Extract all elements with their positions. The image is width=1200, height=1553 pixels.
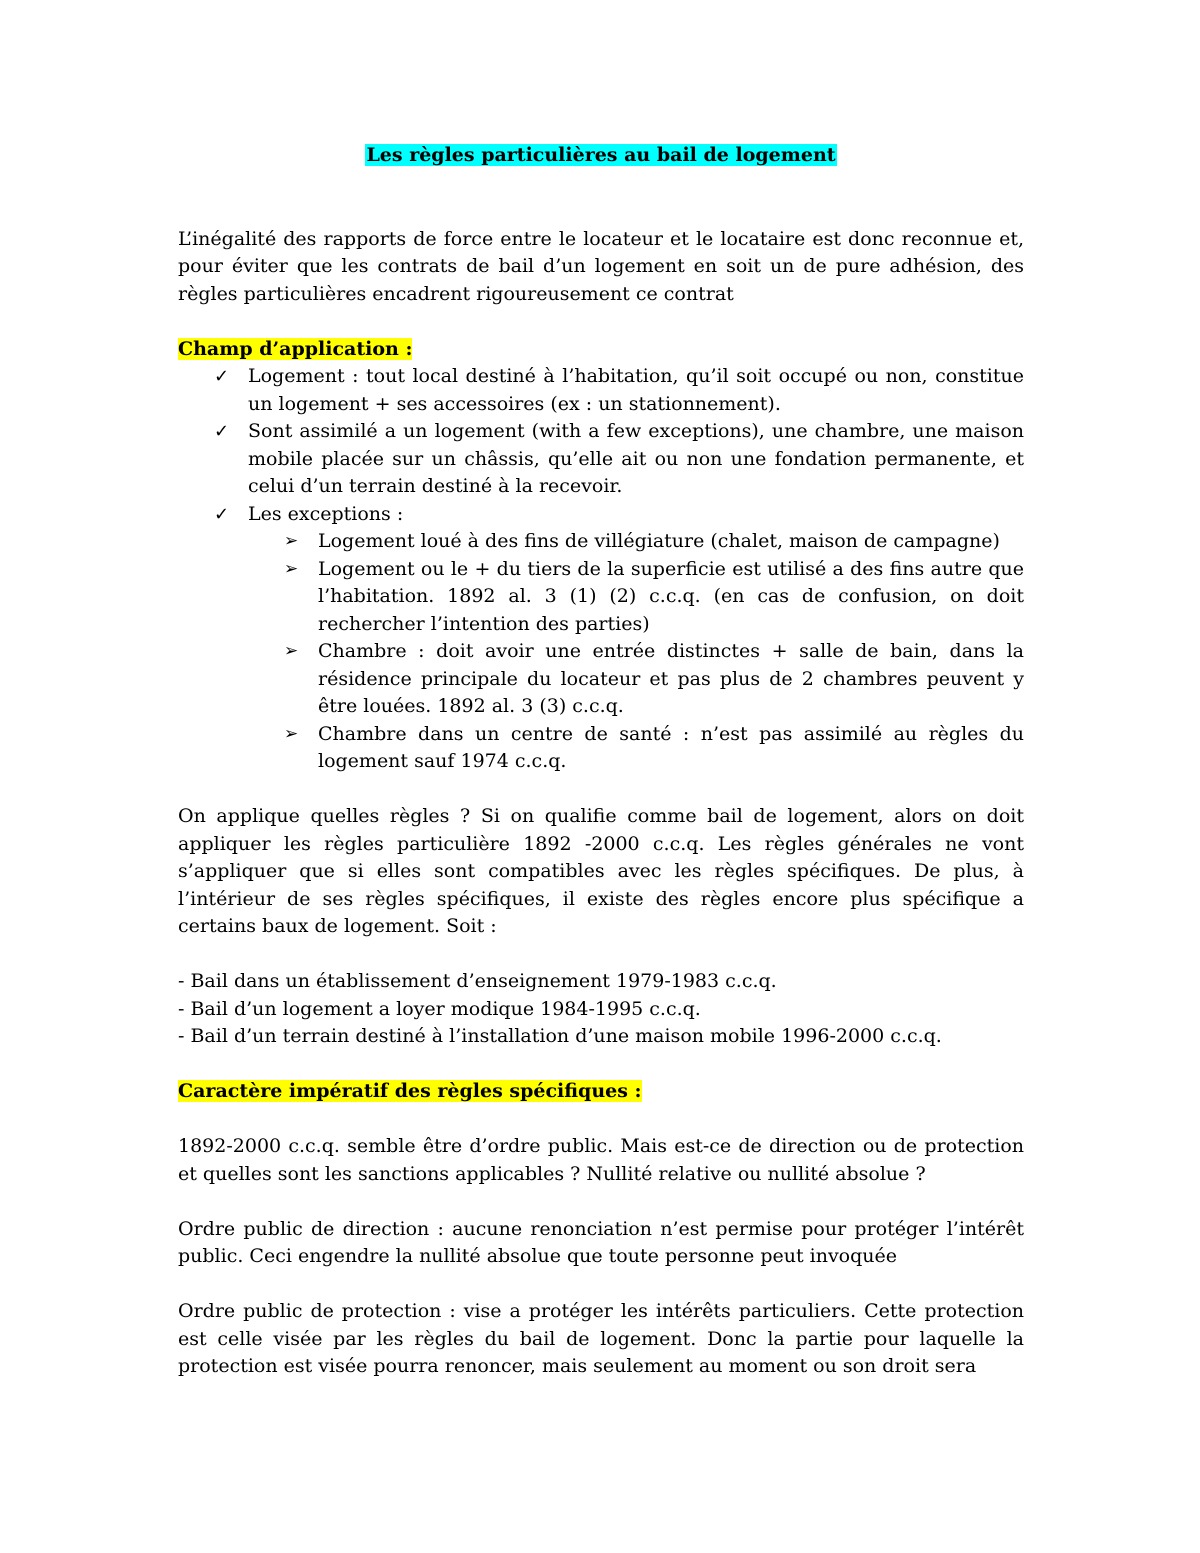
champ-list — [178, 363, 1024, 776]
check-icon: ✓ — [214, 366, 230, 387]
exception-text: Chambre dans un centre de santé : n’est pas assimilé au règles du logement sauf 1974 c.c.q. — [318, 722, 1024, 772]
list-item-text: Sont assimilé a un logement (with a few exceptions), une chambre, une maison mobile placée sur un châssis, qu’elle ait ou non une fondation permanente, et celui d’un terrain destiné à la recevoir. — [248, 420, 1024, 497]
list-item — [178, 418, 1024, 501]
champ-heading-text: Champ d’application : — [178, 337, 413, 360]
ordre-direction-paragraph: Ordre public de direction : aucune renonciation n’est permise pour protéger l’intérêt public. Ceci engendre la nullité absolue que toute personne peut invoquée — [178, 1217, 1024, 1267]
document-title: Les règles particulières au bail de logement — [366, 144, 836, 166]
list-item — [248, 638, 1024, 721]
exception-text: Chambre : doit avoir une entrée distinctes + salle de bain, dans la résidence principale du locateur et pas plus de 2 chambres peuvent y être louées. 1892 al. 3 (3) c.c.q. — [318, 640, 1024, 717]
arrow-right-icon: ➢ — [284, 641, 299, 661]
check-icon: ✓ — [214, 503, 230, 525]
exception-text: Logement ou le + du tiers de la superficie est utilisé a des fins autre que l’habitation. 1892 al. 3 (1) (2) c.c.q. (en cas de confusion, on doit rechercher l’intention des parties) — [318, 557, 1024, 635]
list-item — [248, 721, 1024, 776]
list-item: - Bail d’un terrain destiné à l’installation d’une maison mobile 1996-2000 c.c.q. — [178, 1025, 942, 1047]
exceptions-list — [248, 528, 1024, 776]
dash-list — [178, 968, 1024, 1051]
ordre-protection-paragraph: Ordre public de protection : vise a protéger les intérêts particuliers. Cette protection est celle visée par les règles du bail de logement. Donc la partie pour laquelle la protection est visée pourra renoncer, mais seulement au moment ou son droit sera — [178, 1300, 1024, 1377]
list-item-text: Logement : tout local destiné à l’habitation, qu’il soit occupé ou non, constitue un logement + ses accessoires (ex : un stationnement). — [248, 365, 1024, 415]
caractere-heading-text: Caractère impératif des règles spécifiques : — [178, 1080, 642, 1102]
list-item-text: Les exceptions : — [248, 502, 404, 525]
check-icon: ✓ — [214, 421, 230, 442]
arrow-right-icon: ➢ — [284, 558, 299, 579]
intro-paragraph: L’inégalité des rapports de force entre le locateur et le locataire est donc reconnue et, pour éviter que les contrats de bail d’un logement en soit un de pure adhésion, des règles particulières encadrent rigoureusement ce contrat — [178, 227, 1024, 305]
title-block — [178, 142, 1024, 170]
spacer — [178, 776, 1024, 804]
arrow-right-icon: ➢ — [284, 723, 299, 744]
list-item — [178, 363, 1024, 418]
arrow-right-icon: ➢ — [284, 531, 299, 551]
list-item — [248, 528, 1024, 556]
exception-text: Logement loué à des fins de villégiature (chalet, maison de campagne) — [318, 530, 1000, 552]
list-item — [178, 501, 1024, 776]
champ-heading — [178, 336, 1024, 364]
regles-paragraph: On applique quelles règles ? Si on qualifie comme bail de logement, alors on doit appliquer les règles particulière 1892 -2000 c.c.q. Les règles générales ne vont s’appliquer que si elles sont compatibles avec les règles spécifiques. De plus, à l’intérieur de ses règles spécifiques, il existe des règles encore plus spécifique a certains baux de logement. Soit : — [178, 805, 1024, 937]
list-item — [248, 556, 1024, 639]
document-page — [178, 140, 1024, 1408]
list-item: - Bail dans un établissement d’enseignement 1979-1983 c.c.q. — [178, 970, 777, 992]
list-item: - Bail d’un logement a loyer modique 1984-1995 c.c.q. — [178, 997, 701, 1020]
caractere-heading — [178, 1078, 1024, 1106]
caractere-paragraph-1: 1892-2000 c.c.q. semble être d’ordre public. Mais est-ce de direction ou de protection et quelles sont les sanctions applicables ? Nullité relative ou nullité absolue ? — [178, 1135, 1024, 1185]
